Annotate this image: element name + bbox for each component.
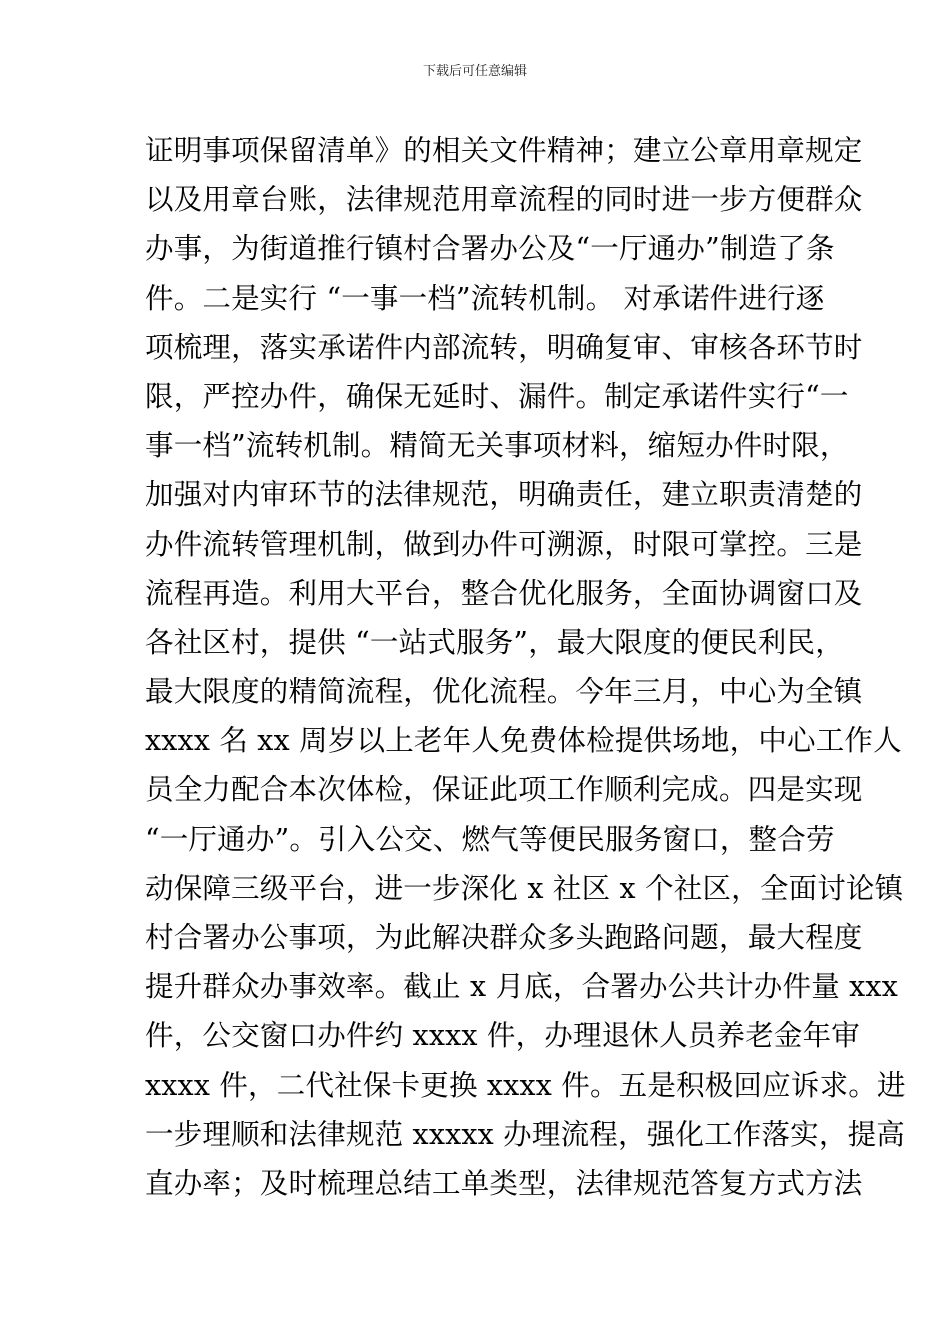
text-line-20: xxxx 件，二代社保卡更换 xxxx 件。五是积极回应诉求。进: [145, 1068, 906, 1102]
text-line-22: 直办率；及时梳理总结工单类型，法律规范答复方式方法: [145, 1166, 863, 1200]
text-line-21: 一步理顺和法律规范 xxxxx 办理流程，强化工作落实，提高: [145, 1117, 905, 1151]
text-line-11: 各社区村，提供 “一站式服务”，最大限度的便民利民，: [145, 625, 844, 659]
text-line-19: 件，公交窗口办件约 xxxx 件，办理退休人员养老金年审: [145, 1019, 861, 1053]
text-line-9: 办件流转管理机制，做到办件可溯源，时限可掌控。三是: [145, 527, 863, 561]
text-line-14: 员全力配合本次体检，保证此项工作顺利完成。四是实现: [145, 773, 863, 807]
text-line-3: 办事，为街道推行镇村合署办公及“一厅通办”制造了条: [145, 232, 835, 266]
text-line-4: 件。二是实行 “一事一档”流转机制。 对承诺件进行逐: [145, 281, 825, 315]
text-line-16: 动保障三级平台，进一步深化 x 社区 x 个社区，全面讨论镇: [145, 871, 904, 905]
text-line-1: 证明事项保留清单》的相关文件精神；建立公章用章规定: [145, 134, 863, 167]
text-line-17: 村合署办公事项，为此解决群众多头跑路问题，最大程度: [145, 921, 863, 954]
text-line-18: 提升群众办事效率。截止 x 月底，合署办公共计办件量 xxx: [145, 970, 898, 1004]
text-line-2: 以及用章台账，法律规范用章流程的同时进一步方便群众: [145, 183, 863, 217]
page-header: 下载后可任意编辑: [422, 64, 527, 79]
text-line-5: 项梳理，落实承诺件内部流转，明确复审、审核各环节时: [145, 330, 863, 364]
text-line-13: xxxx 名 xx 周岁以上老年人免费体检提供场地，中心工作人: [145, 724, 902, 758]
text-line-15: “一厅通办”。引入公交、燃气等便民服务窗口，整合劳: [145, 822, 835, 856]
text-line-8: 加强对内审环节的法律规范，明确责任，建立职责清楚的: [145, 478, 863, 512]
text-line-7: 事一档”流转机制。精简无关事项材料，缩短办件时限，: [145, 429, 849, 463]
text-line-10: 流程再造。利用大平台，整合优化服务，全面协调窗口及: [145, 576, 863, 610]
document-body: [145, 126, 906, 1208]
text-line-6: 限，严控办件，确保无延时、漏件。制定承诺件实行“一: [145, 379, 849, 413]
text-line-12: 最大限度的精简流程，优化流程。今年三月，中心为全镇: [145, 675, 863, 709]
